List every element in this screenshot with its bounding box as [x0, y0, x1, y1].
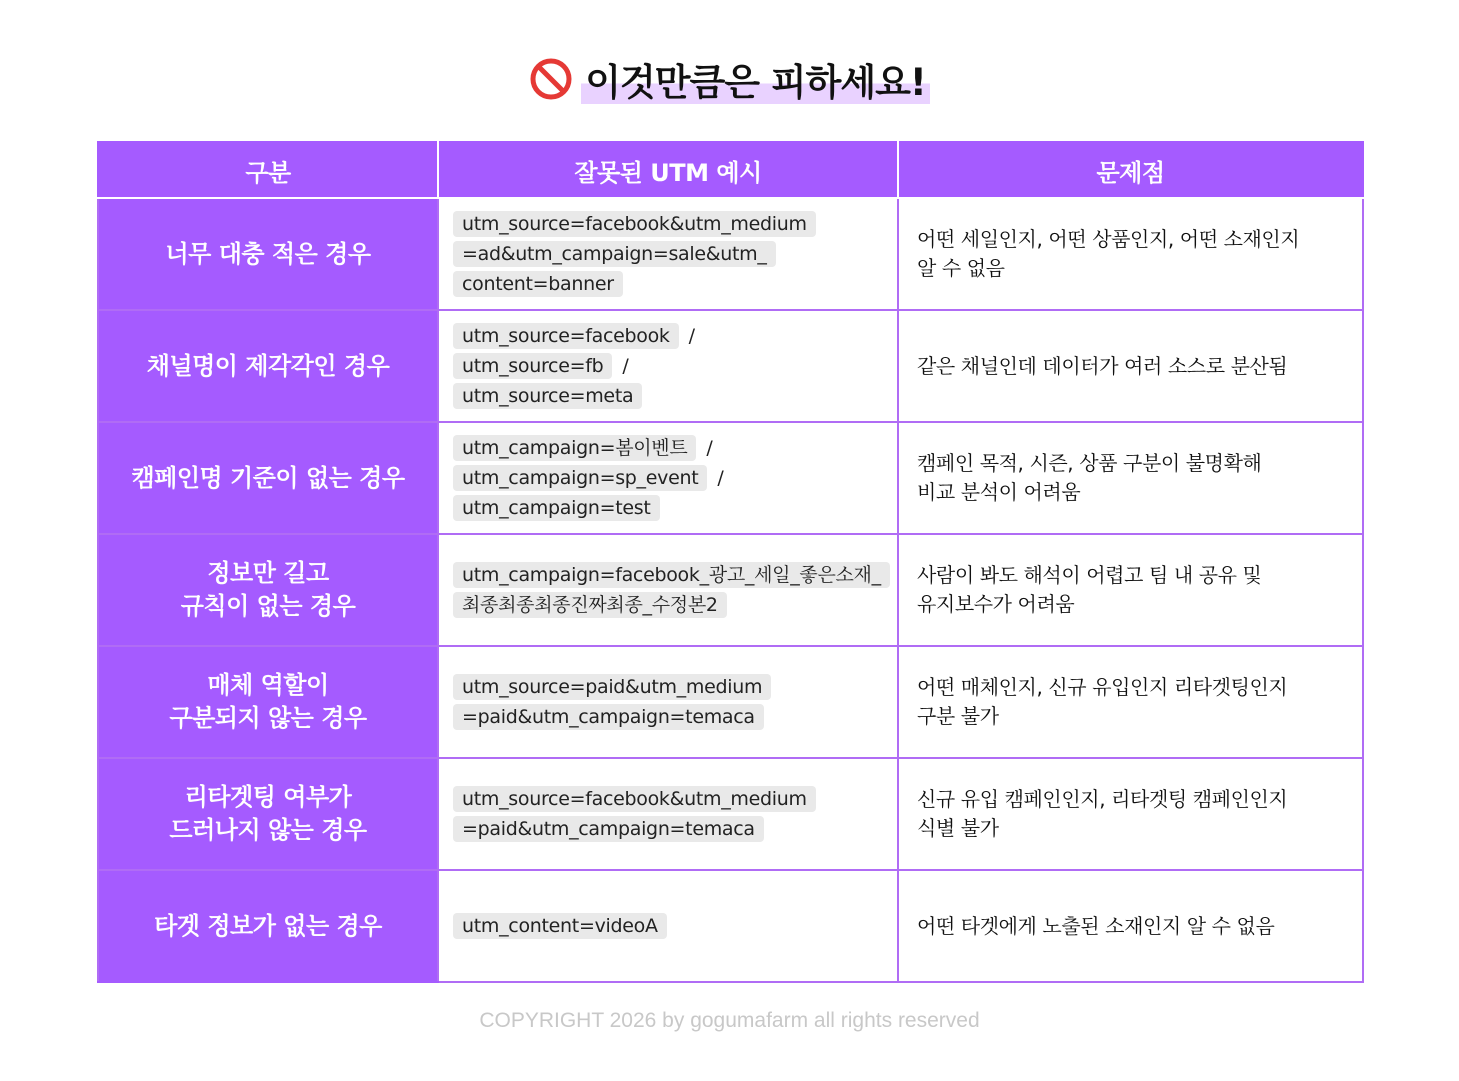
problem-text: 비교 분석이 어려움 [917, 480, 1081, 504]
example-line [453, 209, 883, 239]
example-line [453, 351, 883, 381]
page-title-text: 이것만큼은 피하세요! [581, 52, 929, 106]
example-cell [438, 422, 898, 534]
problem-cell [898, 310, 1363, 422]
category-cell [98, 646, 438, 758]
page-title [529, 52, 929, 106]
example-line [453, 672, 883, 702]
utm-code: utm_source=meta [453, 383, 642, 409]
example-line [453, 814, 883, 844]
problem-text: 유지보수가 어려움 [917, 592, 1075, 616]
separator: / [622, 355, 629, 377]
problem-cell [898, 870, 1363, 982]
example-cell [438, 646, 898, 758]
no-entry-icon [529, 57, 573, 101]
example-cell [438, 534, 898, 646]
table-row [98, 422, 1363, 534]
example-cell [438, 870, 898, 982]
problem-text: 어떤 타겟에게 노출된 소재인지 알 수 없음 [917, 913, 1275, 938]
table-row [98, 870, 1363, 982]
example-line [453, 381, 883, 411]
utm-code: utm_source=facebook&utm_medium [453, 786, 816, 812]
table-row [98, 758, 1363, 870]
utm-code: utm_content=videoA [453, 913, 667, 939]
example-cell [438, 758, 898, 870]
title-area [0, 52, 1459, 106]
example-line [453, 269, 883, 299]
problem-text: 사람이 봐도 해석이 어렵고 팀 내 공유 및 [917, 563, 1262, 587]
category-text: 드러나지 않는 경우 [169, 816, 367, 844]
separator: / [717, 467, 724, 489]
example-line [453, 784, 883, 814]
category-text: 너무 대충 적은 경우 [165, 239, 371, 268]
example-line [453, 321, 883, 351]
problem-cell [898, 758, 1363, 870]
category-cell [98, 198, 438, 310]
problem-cell [898, 198, 1363, 310]
utm-code: =ad&utm_campaign=sale&utm_ [453, 241, 776, 267]
table-row [98, 646, 1363, 758]
utm-code: utm_source=fb [453, 353, 612, 379]
category-text: 규칙이 없는 경우 [180, 592, 356, 620]
problem-cell [898, 646, 1363, 758]
copyright-footer: COPYRIGHT 2026 by gogumafarm all rights reserved [479, 1009, 980, 1032]
utm-code: utm_campaign=sp_event [453, 465, 707, 491]
utm-code: utm_source=facebook&utm_medium [453, 211, 816, 237]
example-line [453, 463, 883, 493]
example-line [453, 702, 883, 732]
utm-code: =paid&utm_campaign=temaca [453, 704, 764, 730]
utm-code: utm_campaign=facebook_광고_세일_좋은소재_ [453, 562, 890, 588]
category-cell [98, 870, 438, 982]
problem-text: 캠페인 목적, 시즌, 상품 구분이 불명확해 [917, 451, 1262, 475]
table-row [98, 198, 1363, 310]
problem-text: 알 수 없음 [917, 256, 1005, 280]
category-text: 리타겟팅 여부가 [184, 783, 352, 811]
header-wrong-example: 잘못된 UTM 예시 [438, 142, 898, 198]
example-line [453, 493, 883, 523]
utm-code: utm_campaign=봄이벤트 [453, 435, 696, 461]
category-cell [98, 422, 438, 534]
example-cell [438, 198, 898, 310]
utm-code: 최종최종최종진짜최종_수정본2 [453, 592, 727, 618]
problem-cell [898, 422, 1363, 534]
problem-cell [898, 534, 1363, 646]
category-text: 캠페인명 기준이 없는 경우 [131, 463, 405, 492]
example-line [453, 560, 883, 590]
utm-code: utm_source=paid&utm_medium [453, 674, 771, 700]
problem-text: 어떤 세일인지, 어떤 상품인지, 어떤 소재인지 [917, 227, 1300, 251]
problem-text: 신규 유입 캠페인인지, 리타겟팅 캠페인인지 [917, 787, 1288, 811]
category-text: 정보만 길고 [207, 559, 329, 587]
utm-code: =paid&utm_campaign=temaca [453, 816, 764, 842]
utm-code: utm_source=facebook [453, 323, 679, 349]
utm-code: content=banner [453, 271, 623, 297]
example-line [453, 433, 883, 463]
problem-text: 식별 불가 [917, 816, 999, 840]
category-cell [98, 758, 438, 870]
category-text: 매체 역할이 [207, 671, 329, 699]
category-text: 채널명이 제각각인 경우 [146, 351, 390, 380]
table-header-row [98, 142, 1363, 198]
separator: / [706, 437, 713, 459]
problem-text: 어떤 매체인지, 신규 유입인지 리타겟팅인지 [917, 675, 1288, 699]
example-line [453, 911, 883, 941]
category-cell [98, 534, 438, 646]
category-text: 타겟 정보가 없는 경우 [154, 911, 382, 940]
category-text: 구분되지 않는 경우 [169, 704, 367, 732]
utm-mistakes-table [97, 141, 1364, 983]
table-row [98, 534, 1363, 646]
example-cell [438, 310, 898, 422]
header-problem: 문제점 [898, 142, 1363, 198]
utm-code: utm_campaign=test [453, 495, 660, 521]
separator: / [688, 325, 696, 347]
table-row [98, 310, 1363, 422]
example-line [453, 590, 883, 620]
problem-text: 같은 채널인데 데이터가 여러 소스로 분산됨 [917, 353, 1288, 378]
category-cell [98, 310, 438, 422]
problem-text: 구분 불가 [917, 704, 999, 728]
header-category: 구분 [98, 142, 438, 198]
example-line [453, 239, 883, 269]
